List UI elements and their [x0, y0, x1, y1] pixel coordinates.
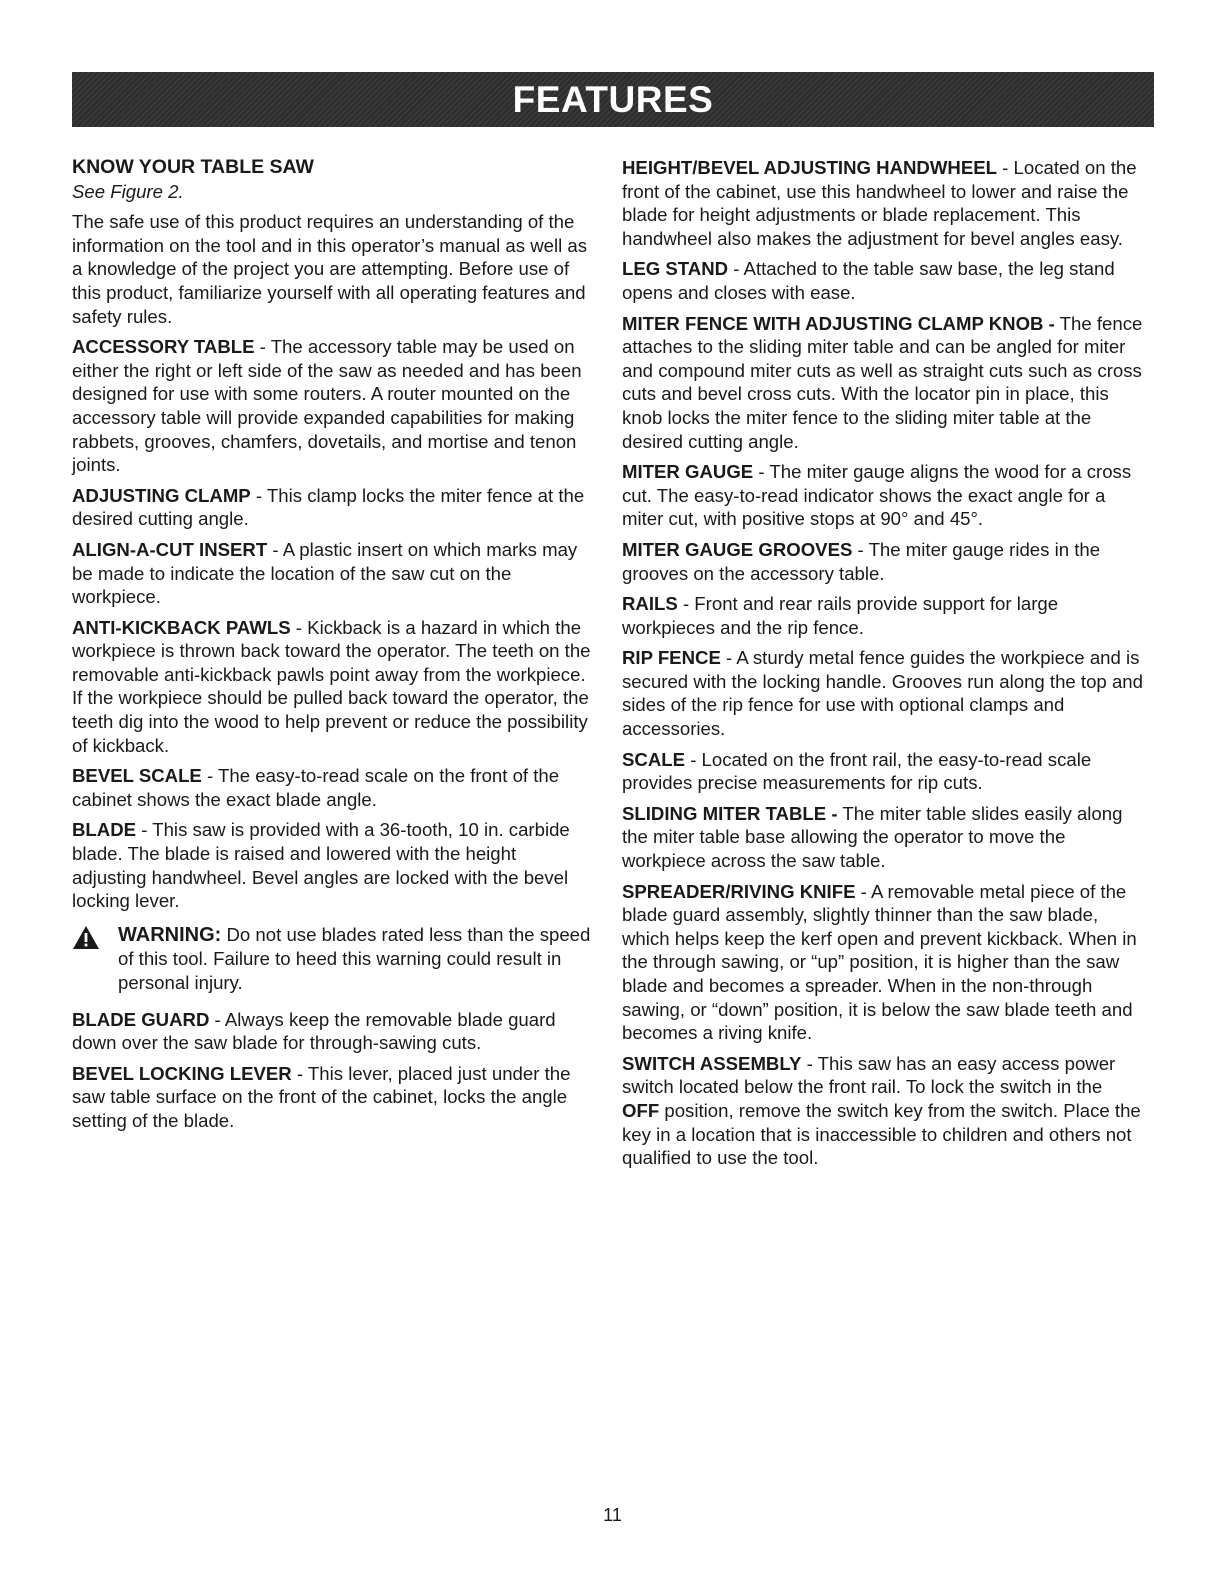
warning-triangle-icon — [72, 923, 118, 995]
feature-entry — [622, 1052, 1144, 1170]
feature-description: - Located on the front rail, the easy-to-read scale provides precise measurements for rip cuts. — [622, 748, 1092, 794]
feature-entry — [622, 312, 1144, 454]
right-column — [622, 156, 1144, 1177]
warning-block — [72, 923, 592, 995]
feature-description: The fence attaches to the sliding miter table and can be angled for miter and compound miter cuts as well as straight cuts such as cross cuts and bevel cross cuts. With the locator pin in place, this knob locks the miter fence to the sliding miter table at the desired cutting angle. — [622, 312, 1143, 452]
feature-entry — [622, 880, 1144, 1045]
feature-entry — [622, 257, 1144, 304]
feature-entry — [72, 1008, 592, 1055]
page-number: 11 — [603, 1505, 622, 1525]
feature-term: MITER FENCE WITH ADJUSTING CLAMP KNOB - — [622, 312, 1055, 334]
feature-description: The miter table slides easily along the miter table base allowing the operator to move the workpiece across the saw table. — [622, 802, 1123, 872]
feature-entry — [622, 748, 1144, 795]
feature-description: - Attached to the table saw base, the leg stand opens and closes with ease. — [622, 258, 1115, 303]
feature-entry — [72, 335, 592, 477]
feature-description: - The miter gauge rides in the grooves on the accessory table. — [622, 538, 1101, 584]
feature-term: ALIGN-A-CUT INSERT — [72, 538, 268, 560]
feature-entry — [72, 764, 592, 811]
feature-term: BEVEL LOCKING LEVER — [72, 1062, 292, 1084]
feature-description: - A sturdy metal fence guides the workpiece and is secured with the locking handle. Grooves run along the top and sides of the rip fence for use with optional clamps and accessories. — [622, 647, 1143, 740]
feature-entry — [622, 802, 1144, 873]
feature-description: - Kickback is a hazard in which the workpiece is thrown back toward the operator. The teeth on the removable anti-kickback pawls point away from the workpiece. If the workpiece should be pulled back toward the operator, the teeth dig into the wood to help prevent or reduce the possibility of kickback. — [72, 616, 591, 756]
feature-entry — [622, 646, 1144, 740]
feature-entry — [72, 484, 592, 531]
feature-description: - Front and rear rails provide support for large workpieces and the rip fence. — [622, 593, 1059, 638]
feature-description: - The accessory table may be used on either the right or left side of the saw as needed and has been designed for use with some routers. A router mounted on the accessory table will provide expanded capabilities for making rabbets, grooves, chamfers, dovetails, and mortise and tenon joints. — [72, 336, 582, 476]
features-banner — [72, 72, 1154, 127]
feature-term: SWITCH ASSEMBLY — [622, 1052, 802, 1074]
feature-term: ACCESSORY TABLE — [72, 336, 255, 358]
feature-description: - This saw is provided with a 36-tooth, 10 in. carbide blade. The blade is raised and lowered with the height adjusting handwheel. Bevel angles are locked with the bevel locking lever. — [72, 819, 570, 912]
feature-description-continued: position, remove the switch key from the switch. Place the key in a location that is inaccessible to children and others not qualified to use the tool. — [622, 1099, 1141, 1169]
feature-term: HEIGHT/BEVEL ADJUSTING HANDWHEEL — [622, 157, 997, 178]
feature-entry — [622, 156, 1144, 250]
feature-description: - The miter gauge aligns the wood for a cross cut. The easy-to-read indicator shows the exact angle for a miter cut, with positive stops at 90° and 45°. — [622, 461, 1132, 530]
feature-term: SCALE — [622, 748, 686, 770]
feature-description: - The easy-to-read scale on the front of the cabinet shows the exact blade angle. — [72, 765, 560, 810]
figure-reference: See Figure 2. — [72, 180, 184, 202]
feature-entry — [622, 592, 1144, 639]
feature-entry — [72, 538, 592, 609]
feature-term: BLADE GUARD — [72, 1008, 210, 1030]
feature-term: MITER GAUGE — [622, 461, 754, 483]
warning-label: WARNING: — [118, 923, 222, 946]
left-column — [72, 156, 592, 1140]
banner-title: FEATURES — [512, 78, 714, 120]
intro-paragraph: The safe use of this product requires an understanding of the information on the tool and in this operator’s manual as well as a knowledge of the project you are attempting. Before use of this product, familiarize yourself with all operating features and safety rules. — [72, 211, 588, 327]
feature-entry — [72, 1062, 592, 1133]
feature-description: - This lever, placed just under the saw table surface on the front of the cabinet, locks the angle setting of the blade. — [72, 1062, 571, 1131]
feature-description: - A plastic insert on which marks may be made to indicate the location of the saw cut on the workpiece. — [72, 538, 578, 608]
feature-entry — [622, 460, 1144, 531]
feature-term: SLIDING MITER TABLE - — [622, 802, 838, 824]
warning-text — [118, 923, 592, 995]
feature-term: SPREADER/RIVING KNIFE — [622, 880, 856, 902]
feature-entry — [72, 818, 592, 912]
off-emphasis: OFF — [622, 1099, 660, 1121]
feature-description: - Always keep the removable blade guard down over the saw blade for through-sawing cuts. — [72, 1008, 556, 1054]
feature-term: BLADE — [72, 819, 137, 841]
feature-term: ADJUSTING CLAMP — [72, 484, 251, 506]
feature-term: ANTI-KICKBACK PAWLS — [72, 616, 291, 638]
feature-term: RIP FENCE — [622, 647, 721, 669]
feature-term: RAILS — [622, 593, 678, 615]
feature-term: MITER GAUGE GROOVES — [622, 538, 853, 560]
feature-description: - Located on the front of the cabinet, use this handwheel to lower and raise the blade for height adjustments or blade replacement. This handwheel also makes the adjustment for bevel angles easy. — [622, 157, 1137, 249]
feature-description: - This saw has an easy access power switch located below the front rail. To lock the switch in the — [622, 1052, 1116, 1098]
section-heading: KNOW YOUR TABLE SAW — [72, 156, 314, 178]
warning-message: Do not use blades rated less than the speed of this tool. Failure to heed this warning could result in personal injury. — [118, 923, 591, 993]
feature-description: - This clamp locks the miter fence at the desired cutting angle. — [72, 484, 585, 530]
feature-entry — [72, 616, 592, 758]
feature-term: LEG STAND — [622, 258, 729, 280]
feature-term: BEVEL SCALE — [72, 765, 202, 787]
feature-entry — [622, 538, 1144, 585]
feature-description: - A removable metal piece of the blade guard assembly, slightly thinner than the saw blade, which helps keep the kerf open and prevent kickback. When in the through sawing, or “up” position, it is higher than the saw blade and becomes a spreader. When in the non-through sawing, or “down” position, it is below the saw blade teeth and becomes a riving knife. — [622, 880, 1137, 1044]
